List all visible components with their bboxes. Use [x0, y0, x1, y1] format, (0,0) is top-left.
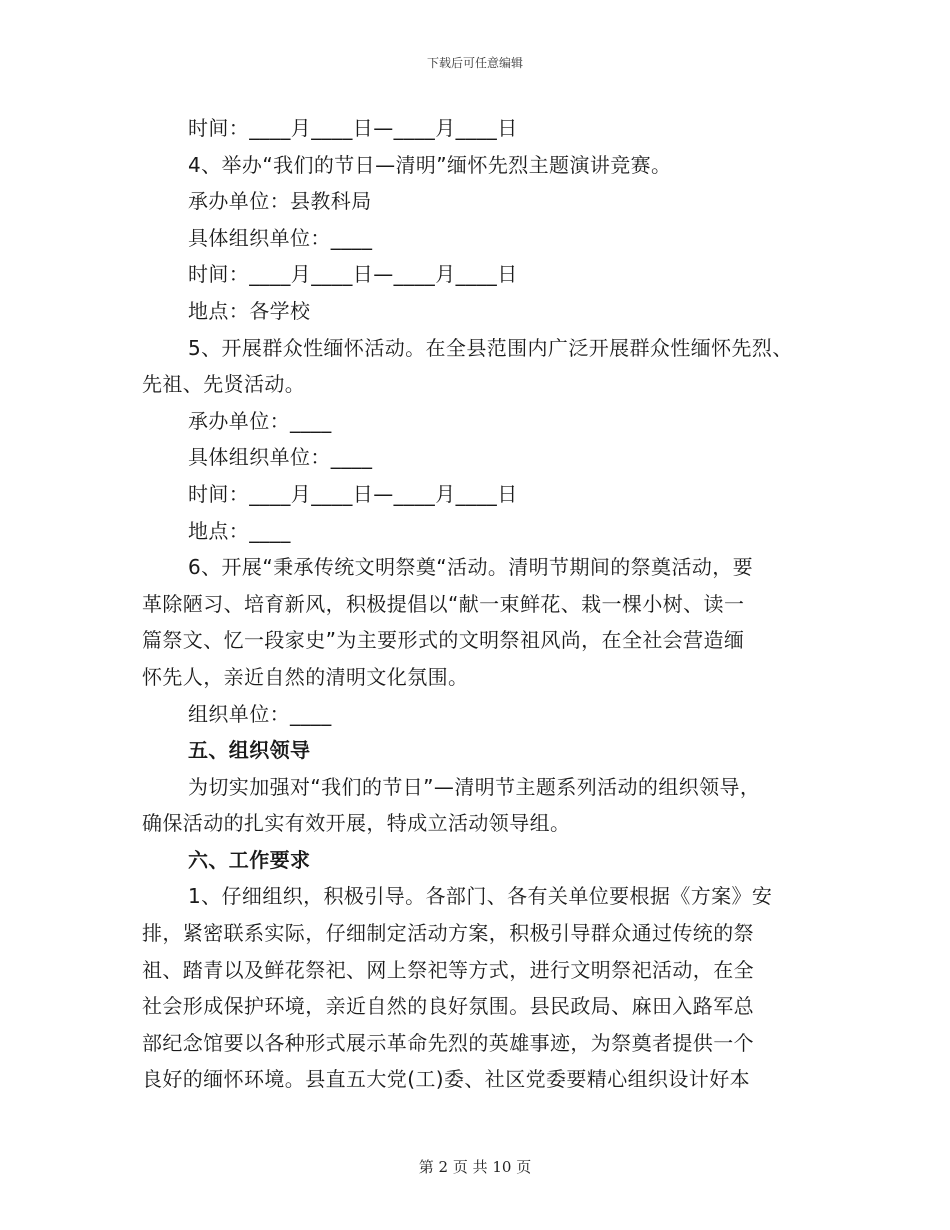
- document-body: [142, 110, 832, 1098]
- text-line: 时间：____月____日—____月____日: [188, 262, 518, 287]
- text-line: 为切实加强对“我们的节日”—清明节主题系列活动的组织领导，: [188, 774, 761, 799]
- text-line: 具体组织单位：____: [188, 225, 373, 250]
- text-line: 部纪念馆要以各种形式展示革命先烈的英雄事迹，为祭奠者提供一个: [142, 1030, 754, 1055]
- section-heading: 六、工作要求: [188, 847, 311, 872]
- text-line: 社会形成保护环境，亲近自然的良好氛围。县民政局、麻田入路军总: [142, 994, 754, 1019]
- text-line: 6、开展“秉承传统文明祭奠“活动。清明节期间的祭奠活动，要: [188, 555, 754, 580]
- text-line: 怀先人，亲近自然的清明文化氛围。: [142, 664, 469, 689]
- text-line: 地点：____: [188, 518, 291, 543]
- text-line: 地点：各学校: [188, 298, 311, 323]
- text-line: 5、开展群众性缅怀活动。在全县范围内广泛开展群众性缅怀先烈、: [188, 335, 793, 360]
- text-line: 时间：____月____日—____月____日: [188, 481, 518, 506]
- text-line: 时间：____月____日—____月____日: [188, 116, 518, 140]
- text-line: 承办单位：____: [188, 408, 332, 433]
- section-heading: 五、组织领导: [188, 738, 311, 763]
- text-line: 确保活动的扎实有效开展，特成立活动领导组。: [142, 811, 571, 836]
- text-line: 1、仔细组织，积极引导。各部门、各有关单位要根据《方案》安: [188, 884, 773, 909]
- text-line: 革除陋习、培育新风，积极提倡以“献一束鲜花、栽一棵小树、读一: [142, 591, 745, 616]
- text-line: 排，紧密联系实际，仔细制定活动方案，积极引导群众通过传统的祭: [142, 921, 754, 946]
- text-line: 承办单位：县教科局: [188, 189, 372, 214]
- text-line: 组织单位：____: [188, 701, 332, 726]
- text-line: 篇祭文、忆一段家史”为主要形式的文明祭祖风尚，在全社会营造缅: [142, 628, 745, 653]
- text-line: 具体组织单位：____: [188, 445, 373, 470]
- text-line: 良好的缅怀环境。县直五大党(工)委、社区党委要精心组织设计好本: [142, 1067, 751, 1092]
- page-header: 下载后可任意编辑: [426, 56, 523, 70]
- text-line: 4、举办“我们的节日—清明”缅怀先烈主题演讲竞赛。: [188, 152, 672, 177]
- page-footer: 第 2 页 共 10 页: [418, 1158, 532, 1176]
- text-line: 先祖、先贤活动。: [142, 372, 306, 397]
- text-line: 祖、踏青以及鲜花祭祀、网上祭祀等方式，进行文明祭祀活动，在全: [142, 957, 754, 982]
